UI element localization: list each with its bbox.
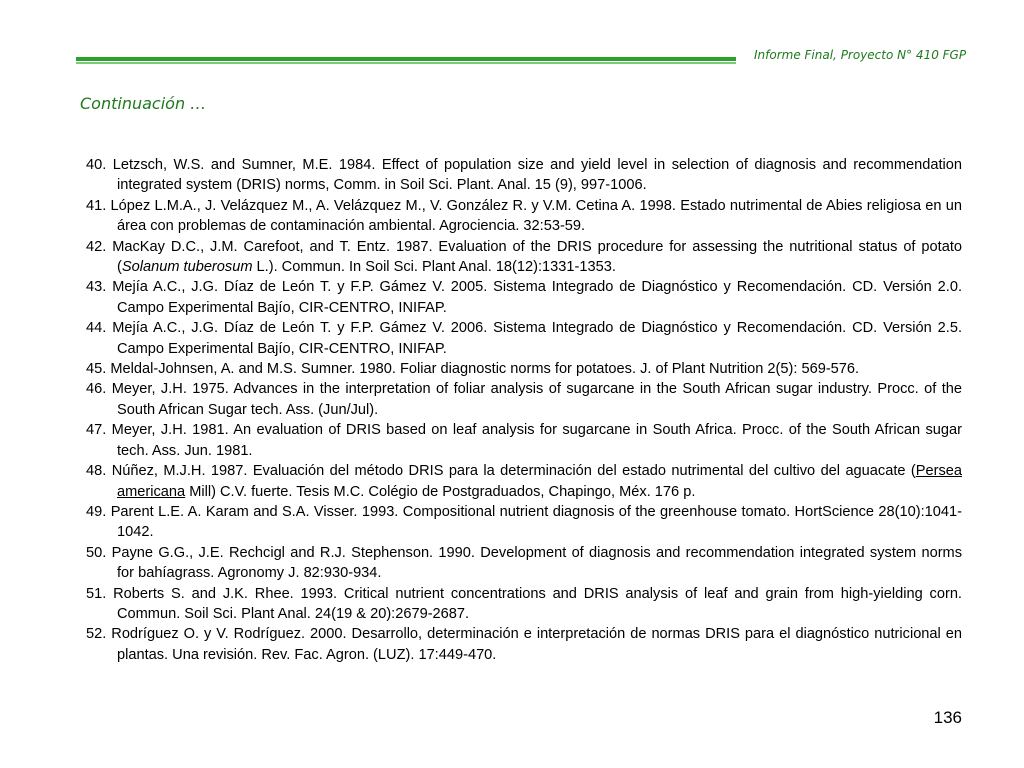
species-name-italic: Solanum tuberosum (121, 259, 253, 276)
reference-text: MacKay D.C., J.M. Carefoot, and T. Entz. 1987. Evaluation of the DRIS procedure for assessing the nutritional status of potato ( (112, 238, 962, 276)
reference-item (86, 420, 962, 461)
reference-item (86, 318, 962, 359)
reference-number: 41. (86, 197, 107, 214)
reference-item (86, 155, 962, 196)
reference-number: 52. (86, 626, 107, 643)
reference-text: Meldal-Johnsen, A. and M.S. Sumner. 1980. Foliar diagnostic norms for potatoes. J. of Plant Nutrition 2(5): 569-576. (110, 361, 860, 378)
reference-number: 47. (86, 422, 107, 439)
reference-number: 45. (86, 361, 107, 378)
reference-number: 42. (86, 238, 107, 255)
reference-text: Rodríguez O. y V. Rodríguez. 2000. Desarrollo, determinación e interpretación de normas DRIS para el diagnóstico nutricional en plantas. Una revisión. Rev. Fac. Agron. (LUZ). 17:449-470. (111, 626, 962, 663)
reference-item (86, 461, 962, 502)
reference-list (86, 155, 962, 665)
reference-item (86, 379, 962, 420)
header-title: Informe Final, Proyecto N° 410 FGP (754, 48, 967, 62)
reference-text: López L.M.A., J. Velázquez M., A. Velázquez M., V. González R. y V.M. Cetina A. 1998. Estado nutrimental de Abies religiosa en un área con problemas de contaminación ambiental. Agrociencia. 32:53-59. (110, 197, 962, 235)
reference-item (86, 196, 962, 237)
reference-number: 43. (86, 279, 107, 296)
reference-text-tail: L.). Commun. In Soil Sci. Plant Anal. 18(12):1331-1353. (252, 259, 616, 276)
reference-item (86, 277, 962, 318)
species-name-underlined: Persea americana (117, 463, 962, 500)
reference-text: Mejía A.C., J.G. Díaz de León T. y F.P. Gámez V. 2005. Sistema Integrado de Diagnóstico y Recomendación. CD. Versión 2.0. Campo Experimental Bajío, CIR-CENTRO, INIFAP. (112, 279, 963, 316)
reference-number: 51. (86, 585, 107, 602)
reference-number: 46. (86, 381, 107, 398)
header-rule-thick (76, 57, 736, 61)
reference-text: Roberts S. and J.K. Rhee. 1993. Critical nutrient concentrations and DRIS analysis of leaf and grain from high-yielding corn. Commun. Soil Sci. Plant Anal. 24(19 & 20):2679-2687. (113, 585, 962, 622)
reference-text: Mejía A.C., J.G. Díaz de León T. y F.P. Gámez V. 2006. Sistema Integrado de Diagnóstico y Recomendación. CD. Versión 2.5. Campo Experimental Bajío, CIR-CENTRO, INIFAP. (112, 320, 963, 357)
reference-item (86, 502, 962, 543)
reference-text: Meyer, J.H. 1981. An evaluation of DRIS based on leaf analysis for sugarcane in South Africa. Procc. of the South African sugar tech. Ass. Jun. 1981. (111, 422, 962, 459)
reference-text: Parent L.E. A. Karam and S.A. Visser. 1993. Compositional nutrient diagnosis of the greenhouse tomato. HortScience 28(10):1041-1042. (110, 503, 962, 541)
reference-item (86, 237, 962, 278)
reference-text: Núñez, M.J.H. 1987. Evaluación del método DRIS para la determinación del estado nutrimental del cultivo del aguacate ( (111, 463, 916, 480)
page-number: 136 (933, 708, 962, 727)
reference-item (86, 624, 962, 665)
header-rule (76, 57, 736, 65)
reference-number: 49. (86, 503, 107, 520)
reference-item (86, 584, 962, 625)
reference-number: 44. (86, 320, 107, 337)
reference-item (86, 543, 962, 584)
reference-text-tail: Mill) C.V. fuerte. Tesis M.C. Colégio de Postgraduados, Chapingo, Méx. 176 p. (185, 483, 696, 500)
reference-number: 48. (86, 463, 107, 480)
reference-item (86, 359, 962, 379)
reference-number: 50. (86, 544, 107, 561)
reference-number: 40. (86, 157, 107, 173)
reference-text: Meyer, J.H. 1975. Advances in the interpretation of foliar analysis of sugarcane in the South African sugar industry. Procc. of the South African Sugar tech. Ass. (Jun/Jul). (111, 381, 962, 418)
continuation-label: Continuación … (80, 94, 207, 113)
header-rule-thin (76, 62, 736, 64)
reference-text: Letzsch, W.S. and Sumner, M.E. 1984. Effect of population size and yield level in selection of diagnosis and recommendation integrated system (DRIS) norms, Comm. in Soil Sci. Plant. Anal. 15 (9), 997-1006. (112, 157, 962, 194)
reference-text: Payne G.G., J.E. Rechcigl and R.J. Stephenson. 1990. Development of diagnosis and recommendation integrated system norms for bahíagrass. Agronomy J. 82:930-934. (111, 544, 963, 582)
